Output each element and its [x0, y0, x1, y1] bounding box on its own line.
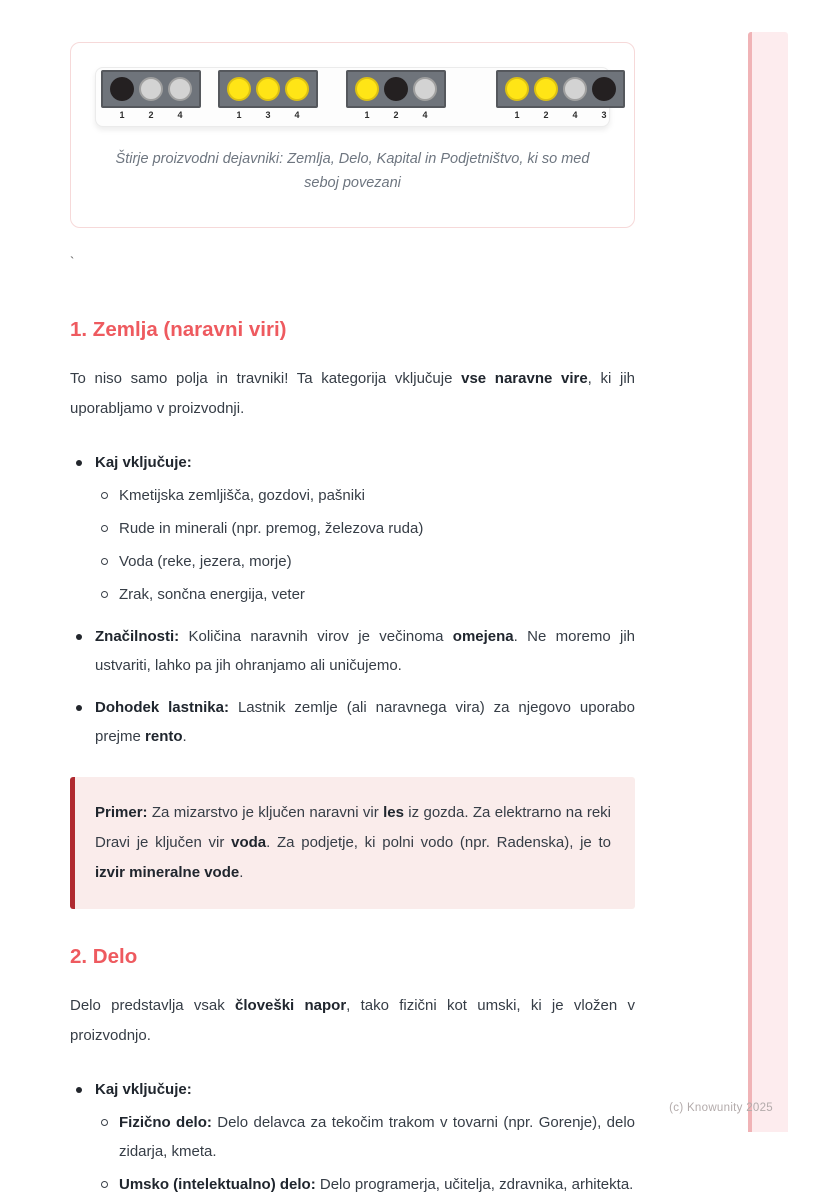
example-callout	[70, 777, 635, 909]
sub-list-item	[97, 547, 635, 576]
figure-caption: Štirje proizvodni dejavniki: Zemlja, Delo, Kapital in Podjetništvo, ki so med seboj povezani	[115, 151, 590, 191]
dot-groups	[101, 70, 625, 120]
list-item-text: Kmetijska zemljišča, gozdovi, pašniki	[119, 487, 365, 504]
list-item-row	[70, 1075, 635, 1104]
gray-dot-icon	[168, 77, 192, 101]
dot-rect	[496, 70, 625, 108]
gray-dot-icon	[139, 77, 163, 101]
dot-label: 3	[265, 110, 271, 120]
yellow-dot-icon	[355, 77, 379, 101]
dot-label: 4	[177, 110, 183, 120]
sub-list	[97, 481, 635, 609]
list-item-row	[97, 1108, 635, 1166]
list-item-row	[97, 1170, 635, 1199]
dot-label: 4	[572, 110, 578, 120]
dot-label: 4	[422, 110, 428, 120]
list-item-row	[97, 580, 635, 609]
bullet-icon	[76, 1087, 82, 1093]
sub-list-item	[97, 481, 635, 510]
dot-group	[218, 70, 318, 120]
section-heading-zemlja: 1. Zemlja (naravni viri)	[70, 318, 287, 341]
yellow-dot-icon	[227, 77, 251, 101]
dot-label: 1	[364, 110, 370, 120]
black-dot-icon	[110, 77, 134, 101]
list-item	[70, 1075, 635, 1199]
list-item-text: Dohodek lastnika: Lastnik zemlje (ali naravnega vira) za njegovo uporabo prejme rento.	[95, 699, 635, 745]
dot-group	[101, 70, 201, 120]
figure-card	[70, 42, 635, 228]
gray-dot-icon	[563, 77, 587, 101]
yellow-dot-icon	[285, 77, 309, 101]
dot-label: 1	[236, 110, 242, 120]
page-edge-bar	[748, 32, 788, 1132]
dot-label: 1	[514, 110, 520, 120]
dot-label: 4	[294, 110, 300, 120]
section-intro-delo: Delo predstavlja vsak človeški napor, tako fizični kot umski, ki je vložen v proizvodnjo.	[70, 997, 635, 1044]
list-item-text: Voda (reke, jezera, morje)	[119, 553, 292, 570]
list-item-row	[97, 481, 635, 510]
list-item-text: Značilnosti: Količina naravnih virov je večinoma omejena. Ne moremo jih ustvariti, lahko pa jih ohranjamo ali uničujemo.	[95, 628, 635, 674]
sub-list-item	[97, 1108, 635, 1166]
circle-bullet-icon	[101, 525, 108, 532]
list-item-text: Kaj vključuje:	[95, 454, 192, 471]
list-item-text: Fizično delo: Delo delavca za tekočim trakom v tovarni (npr. Gorenje), delo zidarja, kmeta.	[119, 1114, 635, 1160]
production-factors-image	[95, 67, 610, 127]
list-item-row	[97, 547, 635, 576]
circle-bullet-icon	[101, 591, 108, 598]
list-item-row	[70, 622, 635, 680]
yellow-dot-icon	[505, 77, 529, 101]
circle-bullet-icon	[101, 1119, 108, 1126]
bullet-icon	[76, 705, 82, 711]
dot-labels	[218, 110, 318, 120]
dot-label: 2	[543, 110, 549, 120]
section-list-delo	[70, 1075, 635, 1199]
list-item-text: Rude in minerali (npr. premog, železova ruda)	[119, 520, 424, 537]
dot-rect	[101, 70, 201, 108]
bullet-icon	[76, 460, 82, 466]
stray-backtick: `	[70, 254, 75, 269]
document-content	[70, 0, 635, 1199]
section-intro-zemlja: To niso samo polja in travniki! Ta kategorija vključuje vse naravne vire, ki jih uporabljamo v proizvodnji.	[70, 370, 635, 417]
dot-group	[496, 70, 625, 120]
section-list-zemlja	[70, 448, 635, 751]
dot-label: 3	[601, 110, 607, 120]
circle-bullet-icon	[101, 558, 108, 565]
list-item-row	[70, 448, 635, 477]
yellow-dot-icon	[256, 77, 280, 101]
dot-group	[346, 70, 446, 120]
list-item-row	[97, 514, 635, 543]
circle-bullet-icon	[101, 1181, 108, 1188]
black-dot-icon	[592, 77, 616, 101]
section-heading-delo: 2. Delo	[70, 945, 138, 968]
list-item	[70, 693, 635, 751]
gray-dot-icon	[413, 77, 437, 101]
list-item-text: Kaj vključuje:	[95, 1081, 192, 1098]
circle-bullet-icon	[101, 492, 108, 499]
sub-list-item	[97, 514, 635, 543]
copyright-text: (c) Knowunity 2025	[669, 1102, 773, 1114]
sub-list	[97, 1108, 635, 1199]
list-item	[70, 448, 635, 609]
list-item	[70, 622, 635, 680]
dot-labels	[101, 110, 201, 120]
example-text: Primer: Za mizarstvo je ključen naravni vir les iz gozda. Za elektrarno na reki Dravi je ključen vir voda. Za podjetje, ki polni vodo (npr. Radenska), je to izvir mineralne vode.	[95, 804, 612, 881]
sub-list-item	[97, 580, 635, 609]
yellow-dot-icon	[534, 77, 558, 101]
list-item-row	[70, 693, 635, 751]
dot-label: 2	[393, 110, 399, 120]
black-dot-icon	[384, 77, 408, 101]
list-item-text: Umsko (intelektualno) delo: Delo programerja, učitelja, zdravnika, arhitekta.	[119, 1176, 634, 1193]
dot-rect	[346, 70, 446, 108]
dot-labels	[346, 110, 446, 120]
dot-label: 1	[119, 110, 125, 120]
sub-list-item	[97, 1170, 635, 1199]
dot-labels	[496, 110, 625, 120]
dot-label: 2	[148, 110, 154, 120]
list-item-text: Zrak, sončna energija, veter	[119, 586, 305, 603]
bullet-icon	[76, 634, 82, 640]
dot-rect	[218, 70, 318, 108]
